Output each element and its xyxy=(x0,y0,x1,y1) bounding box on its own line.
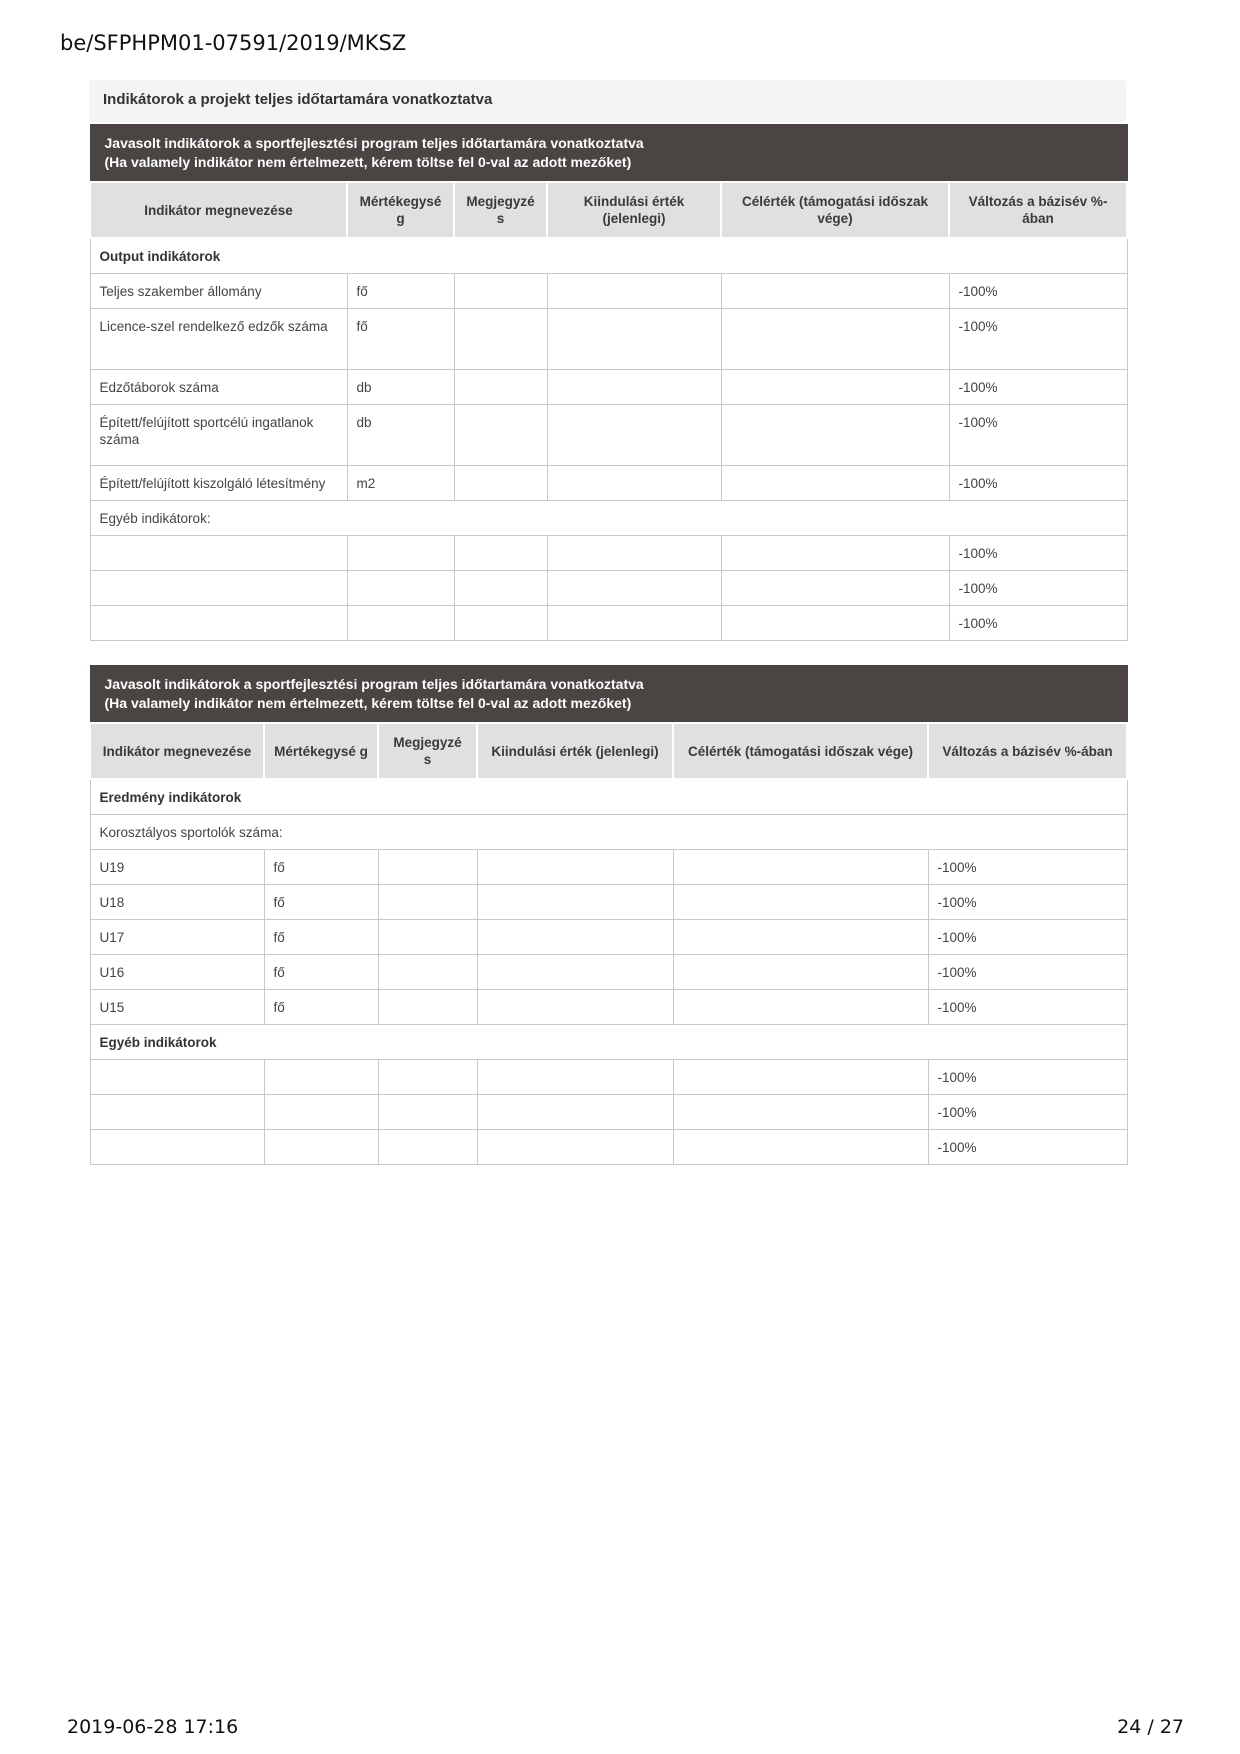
note-cell[interactable] xyxy=(454,274,547,309)
baseline-cell[interactable] xyxy=(477,955,673,990)
baseline-cell[interactable] xyxy=(477,1060,673,1095)
header-target: Célérték (támogatási időszak vége) xyxy=(721,182,949,238)
document-id: be/SFPHPM01-07591/2019/MKSZ xyxy=(60,31,407,55)
column-header-row xyxy=(90,182,1127,238)
change-value: -100% xyxy=(928,990,1127,1025)
change-value: -100% xyxy=(949,571,1127,606)
table-caption xyxy=(90,666,1127,724)
other-indicators-row xyxy=(90,1025,1127,1060)
unit-cell[interactable] xyxy=(264,1095,378,1130)
target-cell[interactable] xyxy=(673,955,928,990)
other-indicators-label: Egyéb indikátorok: xyxy=(90,501,1127,536)
caption-line-2: (Ha valamely indikátor nem értelmezett, kérem töltse fel 0-val az adott mezőket) xyxy=(104,695,632,711)
target-cell[interactable] xyxy=(721,274,949,309)
note-cell[interactable] xyxy=(378,955,477,990)
unit-cell[interactable] xyxy=(264,1060,378,1095)
header-baseline: Kiindulási érték (jelenlegi) xyxy=(477,723,673,779)
target-cell[interactable] xyxy=(673,885,928,920)
baseline-cell[interactable] xyxy=(547,606,721,641)
unit-cell[interactable] xyxy=(347,606,454,641)
indicator-name: Licence-szel rendelkező edzők száma xyxy=(90,309,347,370)
target-cell[interactable] xyxy=(721,309,949,370)
change-value: -100% xyxy=(928,1095,1127,1130)
target-cell[interactable] xyxy=(673,1130,928,1165)
note-cell[interactable] xyxy=(454,466,547,501)
baseline-cell[interactable] xyxy=(547,536,721,571)
indicator-name-cell[interactable] xyxy=(90,1130,264,1165)
baseline-cell[interactable] xyxy=(477,990,673,1025)
target-cell[interactable] xyxy=(721,370,949,405)
table-caption xyxy=(90,125,1127,183)
baseline-cell[interactable] xyxy=(547,405,721,466)
header-note: Megjegyzé s xyxy=(454,182,547,238)
table-row xyxy=(90,370,1127,405)
note-cell[interactable] xyxy=(454,370,547,405)
indicator-name: Edzőtáborok száma xyxy=(90,370,347,405)
change-value: -100% xyxy=(928,955,1127,990)
caption-line-1: Javasolt indikátorok a sportfejlesztési program teljes időtartamára vonatkoztatva xyxy=(104,135,644,151)
unit-cell[interactable] xyxy=(264,1130,378,1165)
note-cell[interactable] xyxy=(378,850,477,885)
table-row xyxy=(90,955,1127,990)
target-cell[interactable] xyxy=(721,466,949,501)
header-indicator-name: Indikátor megnevezése xyxy=(90,182,347,238)
table-row xyxy=(90,606,1127,641)
table-row xyxy=(90,990,1127,1025)
change-value: -100% xyxy=(949,370,1127,405)
table-row xyxy=(90,850,1127,885)
age-group-row xyxy=(90,815,1127,850)
note-cell[interactable] xyxy=(378,990,477,1025)
header-unit: Mértékegysé g xyxy=(347,182,454,238)
target-cell[interactable] xyxy=(721,606,949,641)
note-cell[interactable] xyxy=(378,920,477,955)
change-value: -100% xyxy=(949,274,1127,309)
change-value: -100% xyxy=(928,1060,1127,1095)
note-cell[interactable] xyxy=(454,571,547,606)
table-row xyxy=(90,1130,1127,1165)
indicator-name-cell[interactable] xyxy=(90,536,347,571)
header-change: Változás a bázisév %-ában xyxy=(928,723,1127,779)
table-row xyxy=(90,885,1127,920)
table-row xyxy=(90,466,1127,501)
indicator-name: U18 xyxy=(90,885,264,920)
result-heading: Eredmény indikátorok xyxy=(90,779,1127,815)
table-row xyxy=(90,1095,1127,1130)
header-change: Változás a bázisév %-ában xyxy=(949,182,1127,238)
unit-cell[interactable] xyxy=(347,536,454,571)
change-value: -100% xyxy=(949,536,1127,571)
table-row xyxy=(90,571,1127,606)
result-indicators-table xyxy=(89,665,1128,1165)
note-cell[interactable] xyxy=(454,309,547,370)
note-cell[interactable] xyxy=(378,1095,477,1130)
target-cell[interactable] xyxy=(673,990,928,1025)
target-cell[interactable] xyxy=(721,405,949,466)
baseline-cell[interactable] xyxy=(547,466,721,501)
baseline-cell[interactable] xyxy=(477,1130,673,1165)
target-cell[interactable] xyxy=(673,920,928,955)
target-cell[interactable] xyxy=(673,1060,928,1095)
group-heading-row xyxy=(90,238,1127,274)
indicator-name-cell[interactable] xyxy=(90,1060,264,1095)
unit-cell[interactable] xyxy=(347,571,454,606)
indicator-name-cell[interactable] xyxy=(90,606,347,641)
output-indicators-table xyxy=(89,124,1128,641)
note-cell[interactable] xyxy=(378,1130,477,1165)
section-header xyxy=(89,80,1126,122)
table-row xyxy=(90,405,1127,466)
other-indicators-label: Egyéb indikátorok xyxy=(90,1025,1127,1060)
indicator-unit: m2 xyxy=(347,466,454,501)
age-group-label: Korosztályos sportolók száma: xyxy=(90,815,1127,850)
change-value: -100% xyxy=(949,309,1127,370)
change-value: -100% xyxy=(949,466,1127,501)
indicator-name: U17 xyxy=(90,920,264,955)
indicator-name: Épített/felújított kiszolgáló létesítmény xyxy=(90,466,347,501)
note-cell[interactable] xyxy=(378,1060,477,1095)
change-value: -100% xyxy=(949,405,1127,466)
note-cell[interactable] xyxy=(454,405,547,466)
page-number: 24 / 27 xyxy=(1117,1716,1184,1738)
indicator-name: U15 xyxy=(90,990,264,1025)
table-row xyxy=(90,920,1127,955)
indicator-name: Teljes szakember állomány xyxy=(90,274,347,309)
change-value: -100% xyxy=(928,1130,1127,1165)
change-value: -100% xyxy=(928,920,1127,955)
baseline-cell[interactable] xyxy=(477,850,673,885)
column-header-row xyxy=(90,723,1127,779)
indicator-unit: fő xyxy=(347,274,454,309)
table-row xyxy=(90,309,1127,370)
change-value: -100% xyxy=(928,850,1127,885)
baseline-cell[interactable] xyxy=(547,571,721,606)
header-unit: Mértékegysé g xyxy=(264,723,378,779)
indicator-unit: fő xyxy=(264,850,378,885)
change-value: -100% xyxy=(949,606,1127,641)
caption-line-2: (Ha valamely indikátor nem értelmezett, kérem töltse fel 0-val az adott mezőket) xyxy=(104,154,632,170)
indicator-unit: db xyxy=(347,405,454,466)
output-heading: Output indikátorok xyxy=(90,238,1127,274)
header-note: Megjegyzé s xyxy=(378,723,477,779)
indicator-unit: fő xyxy=(264,885,378,920)
baseline-cell[interactable] xyxy=(477,920,673,955)
indicator-name-cell[interactable] xyxy=(90,1095,264,1130)
indicator-unit: fő xyxy=(264,990,378,1025)
caption-line-1: Javasolt indikátorok a sportfejlesztési program teljes időtartamára vonatkoztatva xyxy=(104,676,644,692)
indicator-name: U16 xyxy=(90,955,264,990)
target-cell[interactable] xyxy=(721,536,949,571)
baseline-cell[interactable] xyxy=(477,885,673,920)
indicator-name: U19 xyxy=(90,850,264,885)
baseline-cell[interactable] xyxy=(477,1095,673,1130)
section-title: Indikátorok a projekt teljes időtartamára vonatkoztatva xyxy=(103,91,493,108)
indicator-unit: fő xyxy=(347,309,454,370)
header-baseline: Kiindulási érték (jelenlegi) xyxy=(547,182,721,238)
indicator-unit: db xyxy=(347,370,454,405)
note-cell[interactable] xyxy=(454,606,547,641)
indicator-name: Épített/felújított sportcélú ingatlanok száma xyxy=(90,405,347,466)
note-cell[interactable] xyxy=(378,885,477,920)
header-target: Célérték (támogatási időszak vége) xyxy=(673,723,928,779)
target-cell[interactable] xyxy=(721,571,949,606)
other-indicators-row xyxy=(90,501,1127,536)
indicator-unit: fő xyxy=(264,955,378,990)
indicator-name-cell[interactable] xyxy=(90,571,347,606)
header-indicator-name: Indikátor megnevezése xyxy=(90,723,264,779)
baseline-cell[interactable] xyxy=(547,370,721,405)
table-row xyxy=(90,274,1127,309)
table-row xyxy=(90,1060,1127,1095)
baseline-cell[interactable] xyxy=(547,274,721,309)
note-cell[interactable] xyxy=(454,536,547,571)
footer-timestamp: 2019-06-28 17:16 xyxy=(67,1716,239,1738)
table-row xyxy=(90,536,1127,571)
baseline-cell[interactable] xyxy=(547,309,721,370)
target-cell[interactable] xyxy=(673,1095,928,1130)
indicator-unit: fő xyxy=(264,920,378,955)
change-value: -100% xyxy=(928,885,1127,920)
group-heading-row xyxy=(90,779,1127,815)
target-cell[interactable] xyxy=(673,850,928,885)
